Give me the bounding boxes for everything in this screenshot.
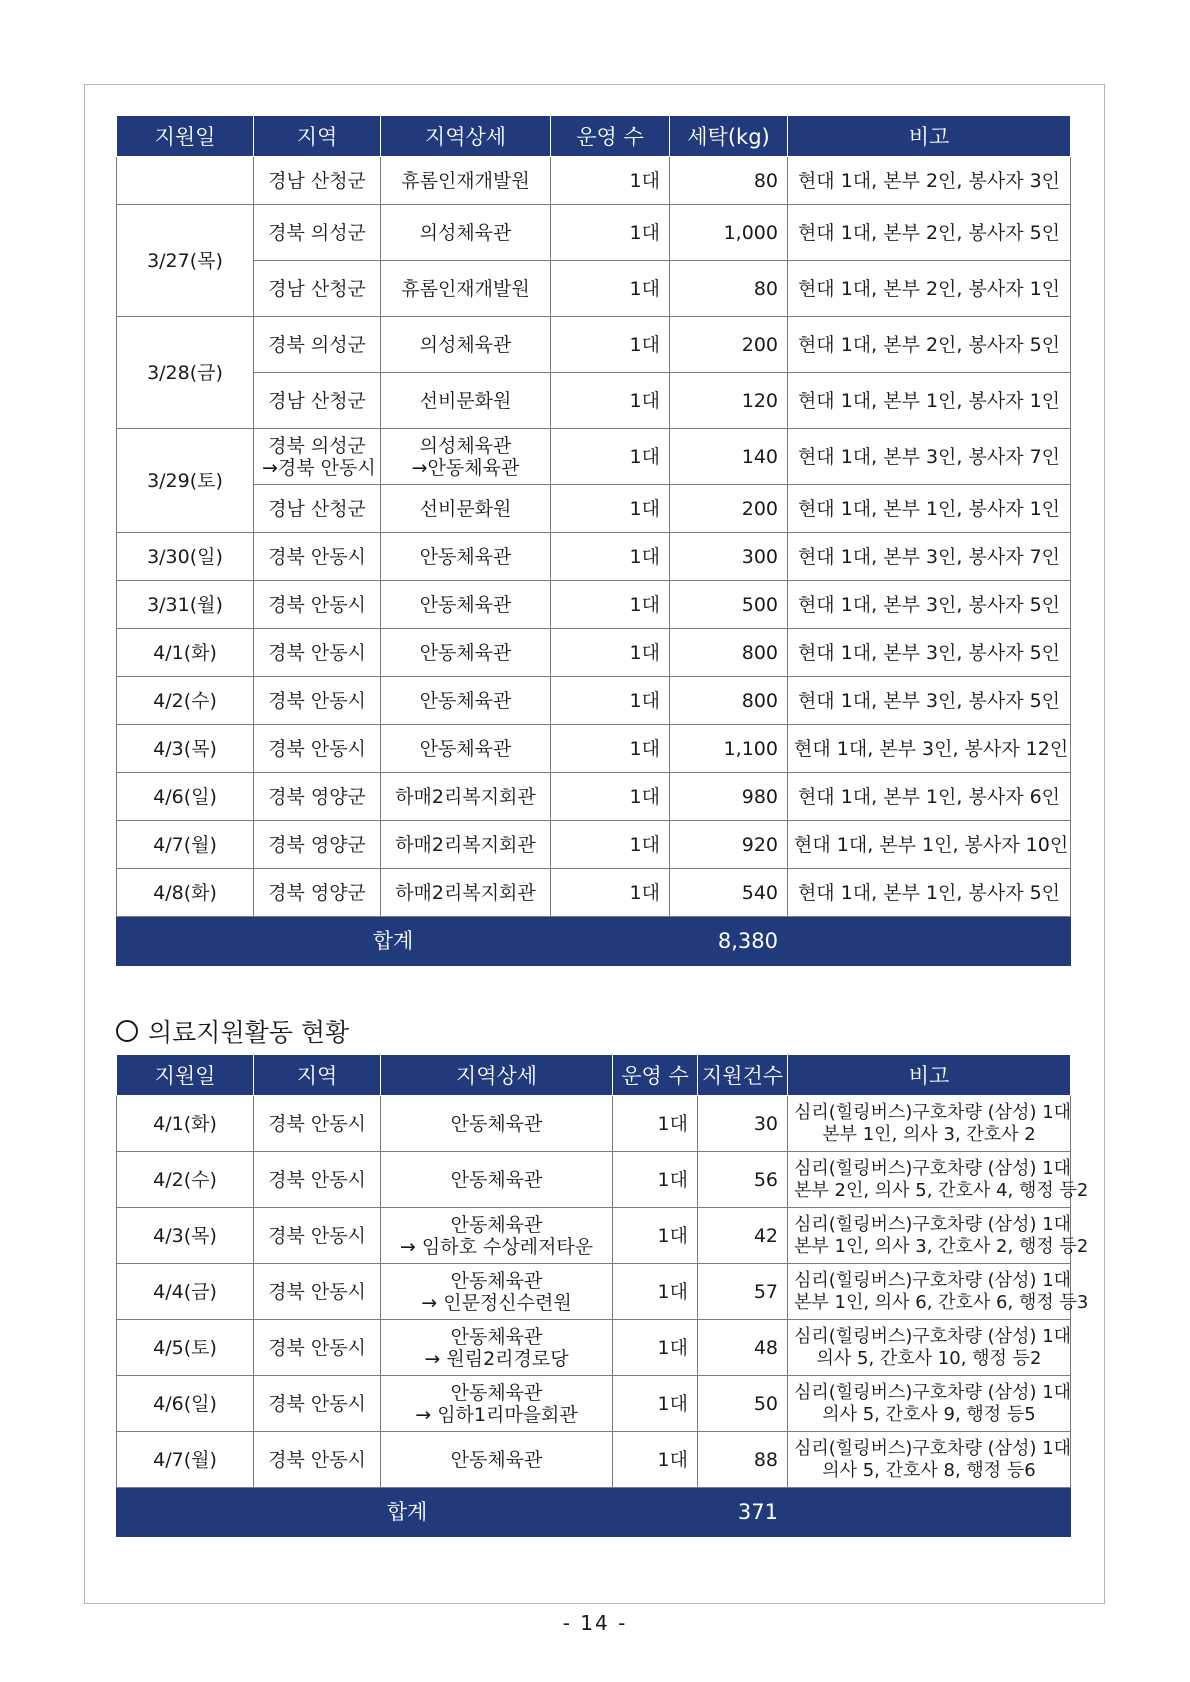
note-line-1: 심리(힐링버스)구호차량 (삼성) 1대 (794, 1101, 1072, 1123)
date-cell: 4/6(일) (117, 773, 254, 821)
detail-cell (381, 1096, 613, 1152)
ops-cell: 1대 (613, 1208, 698, 1264)
note-cell: 현대 1대, 본부 1인, 봉사자 10인 (788, 821, 1071, 869)
value-cell: 540 (670, 869, 788, 917)
value-cell: 50 (698, 1376, 788, 1432)
date-cell: 4/8(화) (117, 869, 254, 917)
note-line-2: 의사 5, 간호사 9, 행정 등5 (822, 1403, 1036, 1425)
circle-bullet-icon (116, 1020, 138, 1042)
note-line-1: 심리(힐링버스)구호차량 (삼성) 1대 (794, 1381, 1072, 1403)
detail-line-1: 안동체육관 (450, 1168, 543, 1191)
detail-line-2: → 임하호 수상레저타운 (399, 1235, 594, 1258)
table-row (117, 1320, 1071, 1376)
header-date: 지원일 (117, 1055, 254, 1096)
value-cell: 920 (670, 821, 788, 869)
value-cell: 800 (670, 677, 788, 725)
detail-line-2: → 인문정신수련원 (421, 1291, 572, 1314)
ops-cell: 1대 (613, 1264, 698, 1320)
date-cell: 3/29(토) (117, 429, 254, 533)
table-row (117, 1152, 1071, 1208)
table-row (117, 869, 1071, 917)
detail-cell: 의성체육관 (381, 205, 551, 261)
ops-cell: 1대 (551, 533, 670, 581)
ops-cell: 1대 (551, 261, 670, 317)
detail-line-1: 의성체육관 (419, 434, 512, 457)
date-cell: 4/6(일) (117, 1376, 254, 1432)
region-cell: 경북 안동시 (254, 1264, 381, 1320)
note-line-2: 의사 5, 간호사 8, 행정 등6 (822, 1459, 1036, 1481)
header-note: 비고 (788, 116, 1071, 157)
value-cell: 1,100 (670, 725, 788, 773)
region-cell: 경북 안동시 (254, 1096, 381, 1152)
region-cell: 경북 의성군 (254, 317, 381, 373)
table-row (117, 533, 1071, 581)
total-row (117, 917, 1071, 966)
note-cell (788, 1432, 1071, 1488)
detail-cell: 하매2리복지회관 (381, 773, 551, 821)
region-cell: 경북 안동시 (254, 581, 381, 629)
date-cell: 4/2(수) (117, 1152, 254, 1208)
note-cell: 현대 1대, 본부 3인, 봉사자 5인 (788, 677, 1071, 725)
ops-cell: 1대 (551, 581, 670, 629)
table-row (117, 629, 1071, 677)
note-cell (788, 1320, 1071, 1376)
region-cell: 경남 산청군 (254, 157, 381, 205)
ops-cell: 1대 (613, 1432, 698, 1488)
detail-cell: 의성체육관 (381, 317, 551, 373)
note-line-1: 심리(힐링버스)구호차량 (삼성) 1대 (794, 1213, 1072, 1235)
detail-cell (381, 429, 551, 485)
note-cell (788, 1208, 1089, 1264)
table-row (117, 677, 1071, 725)
header-operations: 운영 수 (613, 1055, 698, 1096)
date-cell: 4/1(화) (117, 629, 254, 677)
table-row (117, 725, 1071, 773)
detail-line-2: →안동체육관 (411, 456, 520, 479)
value-cell: 200 (670, 485, 788, 533)
value-cell: 48 (698, 1320, 788, 1376)
value-cell: 500 (670, 581, 788, 629)
note-cell: 현대 1대, 본부 3인, 봉사자 12인 (788, 725, 1071, 773)
date-cell: 4/4(금) (117, 1264, 254, 1320)
note-cell: 현대 1대, 본부 1인, 봉사자 5인 (788, 869, 1071, 917)
detail-line-1: 안동체육관 (450, 1448, 543, 1471)
value-cell: 300 (670, 533, 788, 581)
detail-cell (381, 1152, 613, 1208)
date-cell (117, 157, 254, 205)
region-cell: 경북 안동시 (254, 725, 381, 773)
note-cell: 현대 1대, 본부 3인, 봉사자 7인 (788, 533, 1071, 581)
laundry-support-table (116, 115, 1071, 966)
date-cell: 3/27(목) (117, 205, 254, 317)
total-note (788, 917, 1071, 966)
table-row (117, 1096, 1071, 1152)
ops-cell: 1대 (613, 1152, 698, 1208)
header-operations: 운영 수 (551, 116, 670, 157)
ops-cell: 1대 (551, 317, 670, 373)
value-cell: 980 (670, 773, 788, 821)
note-line-1: 심리(힐링버스)구호차량 (삼성) 1대 (794, 1325, 1072, 1347)
note-cell: 현대 1대, 본부 1인, 봉사자 1인 (788, 485, 1071, 533)
value-cell: 140 (670, 429, 788, 485)
ops-cell: 1대 (613, 1096, 698, 1152)
header-region-detail: 지역상세 (381, 116, 551, 157)
value-cell: 120 (670, 373, 788, 429)
total-row (117, 1488, 1071, 1537)
header-note: 비고 (788, 1055, 1071, 1096)
detail-cell: 안동체육관 (381, 629, 551, 677)
detail-cell (381, 1320, 613, 1376)
region-cell: 경북 안동시 (254, 1152, 381, 1208)
detail-cell: 안동체육관 (381, 677, 551, 725)
date-cell: 4/2(수) (117, 677, 254, 725)
date-cell: 3/28(금) (117, 317, 254, 429)
table-row (117, 1432, 1071, 1488)
note-cell (788, 1152, 1089, 1208)
table-row (117, 157, 1071, 205)
table-header-row (117, 116, 1071, 157)
note-cell (788, 1264, 1089, 1320)
detail-line-1: 안동체육관 (450, 1213, 543, 1236)
detail-cell: 안동체육관 (381, 725, 551, 773)
total-label: 합계 (117, 917, 670, 966)
note-cell (788, 1376, 1071, 1432)
date-cell: 4/7(월) (117, 821, 254, 869)
date-cell: 4/5(토) (117, 1320, 254, 1376)
region-cell: 경북 안동시 (254, 629, 381, 677)
table-row (117, 429, 1071, 485)
total-value: 8,380 (670, 917, 788, 966)
value-cell: 1,000 (670, 205, 788, 261)
header-region-detail: 지역상세 (381, 1055, 613, 1096)
ops-cell: 1대 (551, 629, 670, 677)
date-cell: 4/7(월) (117, 1432, 254, 1488)
date-cell: 4/1(화) (117, 1096, 254, 1152)
note-line-1: 심리(힐링버스)구호차량 (삼성) 1대 (794, 1269, 1072, 1291)
region-cell: 경북 안동시 (254, 1376, 381, 1432)
detail-cell (381, 1264, 613, 1320)
detail-line-2: → 원림2리경로당 (424, 1347, 569, 1370)
ops-cell: 1대 (613, 1320, 698, 1376)
note-line-2: 본부 1인, 의사 6, 간호사 6, 행정 등3 (794, 1291, 1089, 1313)
region-cell: 경남 산청군 (254, 485, 381, 533)
value-cell: 80 (670, 157, 788, 205)
note-cell: 현대 1대, 본부 3인, 봉사자 7인 (788, 429, 1071, 485)
detail-cell: 하매2리복지회관 (381, 821, 551, 869)
ops-cell: 1대 (551, 821, 670, 869)
value-cell: 30 (698, 1096, 788, 1152)
ops-cell: 1대 (551, 373, 670, 429)
note-line-1: 심리(힐링버스)구호차량 (삼성) 1대 (794, 1437, 1072, 1459)
detail-cell: 선비문화원 (381, 485, 551, 533)
note-line-2: 본부 1인, 의사 3, 간호사 2 (822, 1123, 1036, 1145)
value-cell: 57 (698, 1264, 788, 1320)
note-line-2: 본부 2인, 의사 5, 간호사 4, 행정 등2 (794, 1179, 1089, 1201)
value-cell: 42 (698, 1208, 788, 1264)
ops-cell: 1대 (551, 869, 670, 917)
note-line-2: 의사 5, 간호사 10, 행정 등2 (816, 1347, 1042, 1369)
region-cell: 경남 산청군 (254, 373, 381, 429)
value-cell: 800 (670, 629, 788, 677)
ops-cell: 1대 (551, 485, 670, 533)
table-row (117, 773, 1071, 821)
note-line-2: 본부 1인, 의사 3, 간호사 2, 행정 등2 (794, 1235, 1089, 1257)
ops-cell: 1대 (551, 773, 670, 821)
note-cell: 현대 1대, 본부 2인, 봉사자 5인 (788, 317, 1071, 373)
section-title-text: 의료지원활동 현황 (148, 1018, 350, 1047)
detail-cell: 휴롬인재개발원 (381, 157, 551, 205)
note-cell: 현대 1대, 본부 2인, 봉사자 1인 (788, 261, 1071, 317)
table-row (117, 1208, 1071, 1264)
region-cell: 경남 산청군 (254, 261, 381, 317)
note-cell: 현대 1대, 본부 3인, 봉사자 5인 (788, 629, 1071, 677)
total-value: 371 (698, 1488, 788, 1537)
region-cell (254, 429, 381, 485)
region-cell: 경북 의성군 (254, 205, 381, 261)
detail-line-1: 안동체육관 (450, 1112, 543, 1135)
value-cell: 200 (670, 317, 788, 373)
note-cell: 현대 1대, 본부 1인, 봉사자 6인 (788, 773, 1071, 821)
region-cell: 경북 영양군 (254, 869, 381, 917)
detail-cell (381, 1376, 613, 1432)
header-region: 지역 (254, 116, 381, 157)
date-cell: 4/3(목) (117, 1208, 254, 1264)
region-cell: 경북 안동시 (254, 1208, 381, 1264)
region-cell: 경북 영양군 (254, 821, 381, 869)
detail-cell: 하매2리복지회관 (381, 869, 551, 917)
detail-line-1: 안동체육관 (450, 1269, 543, 1292)
value-cell: 88 (698, 1432, 788, 1488)
region-line-1: 경북 의성군 (268, 434, 366, 457)
note-cell: 현대 1대, 본부 2인, 봉사자 5인 (788, 205, 1071, 261)
ops-cell: 1대 (551, 157, 670, 205)
table-row (117, 821, 1071, 869)
region-cell: 경북 영양군 (254, 773, 381, 821)
note-line-1: 심리(힐링버스)구호차량 (삼성) 1대 (794, 1157, 1072, 1179)
table-header-row (117, 1055, 1071, 1096)
table-row (117, 261, 1071, 317)
date-cell: 4/3(목) (117, 725, 254, 773)
header-laundry-kg: 세탁(kg) (670, 116, 788, 157)
page-number: - 14 - (562, 1611, 628, 1635)
detail-cell (381, 1432, 613, 1488)
value-cell: 80 (670, 261, 788, 317)
region-cell: 경북 안동시 (254, 677, 381, 725)
header-date: 지원일 (117, 116, 254, 157)
region-line-2: →경북 안동시 (262, 456, 376, 479)
value-cell: 56 (698, 1152, 788, 1208)
detail-line-2: → 임하1리마을회관 (415, 1403, 578, 1426)
table-row (117, 485, 1071, 533)
ops-cell: 1대 (613, 1376, 698, 1432)
note-cell: 현대 1대, 본부 2인, 봉사자 3인 (788, 157, 1071, 205)
detail-cell: 휴롬인재개발원 (381, 261, 551, 317)
table-row (117, 1376, 1071, 1432)
detail-line-1: 안동체육관 (450, 1325, 543, 1348)
ops-cell: 1대 (551, 725, 670, 773)
ops-cell: 1대 (551, 429, 670, 485)
date-cell: 3/30(일) (117, 533, 254, 581)
detail-cell: 안동체육관 (381, 533, 551, 581)
table-row (117, 581, 1071, 629)
ops-cell: 1대 (551, 205, 670, 261)
table-row (117, 373, 1071, 429)
detail-cell (381, 1208, 613, 1264)
note-cell: 현대 1대, 본부 3인, 봉사자 5인 (788, 581, 1071, 629)
detail-line-1: 안동체육관 (450, 1381, 543, 1404)
total-note (788, 1488, 1071, 1537)
table-row (117, 317, 1071, 373)
detail-cell: 안동체육관 (381, 581, 551, 629)
region-cell: 경북 안동시 (254, 1320, 381, 1376)
region-cell: 경북 안동시 (254, 1432, 381, 1488)
section-title (116, 1013, 349, 1049)
date-cell: 3/31(월) (117, 581, 254, 629)
medical-support-table (116, 1054, 1089, 1537)
header-region: 지역 (254, 1055, 381, 1096)
note-cell (788, 1096, 1071, 1152)
table-row (117, 1264, 1071, 1320)
total-label: 합계 (117, 1488, 698, 1537)
table-row (117, 205, 1071, 261)
detail-cell: 선비문화원 (381, 373, 551, 429)
note-cell: 현대 1대, 본부 1인, 봉사자 1인 (788, 373, 1071, 429)
ops-cell: 1대 (551, 677, 670, 725)
header-support-count: 지원건수 (698, 1055, 788, 1096)
region-cell: 경북 안동시 (254, 533, 381, 581)
